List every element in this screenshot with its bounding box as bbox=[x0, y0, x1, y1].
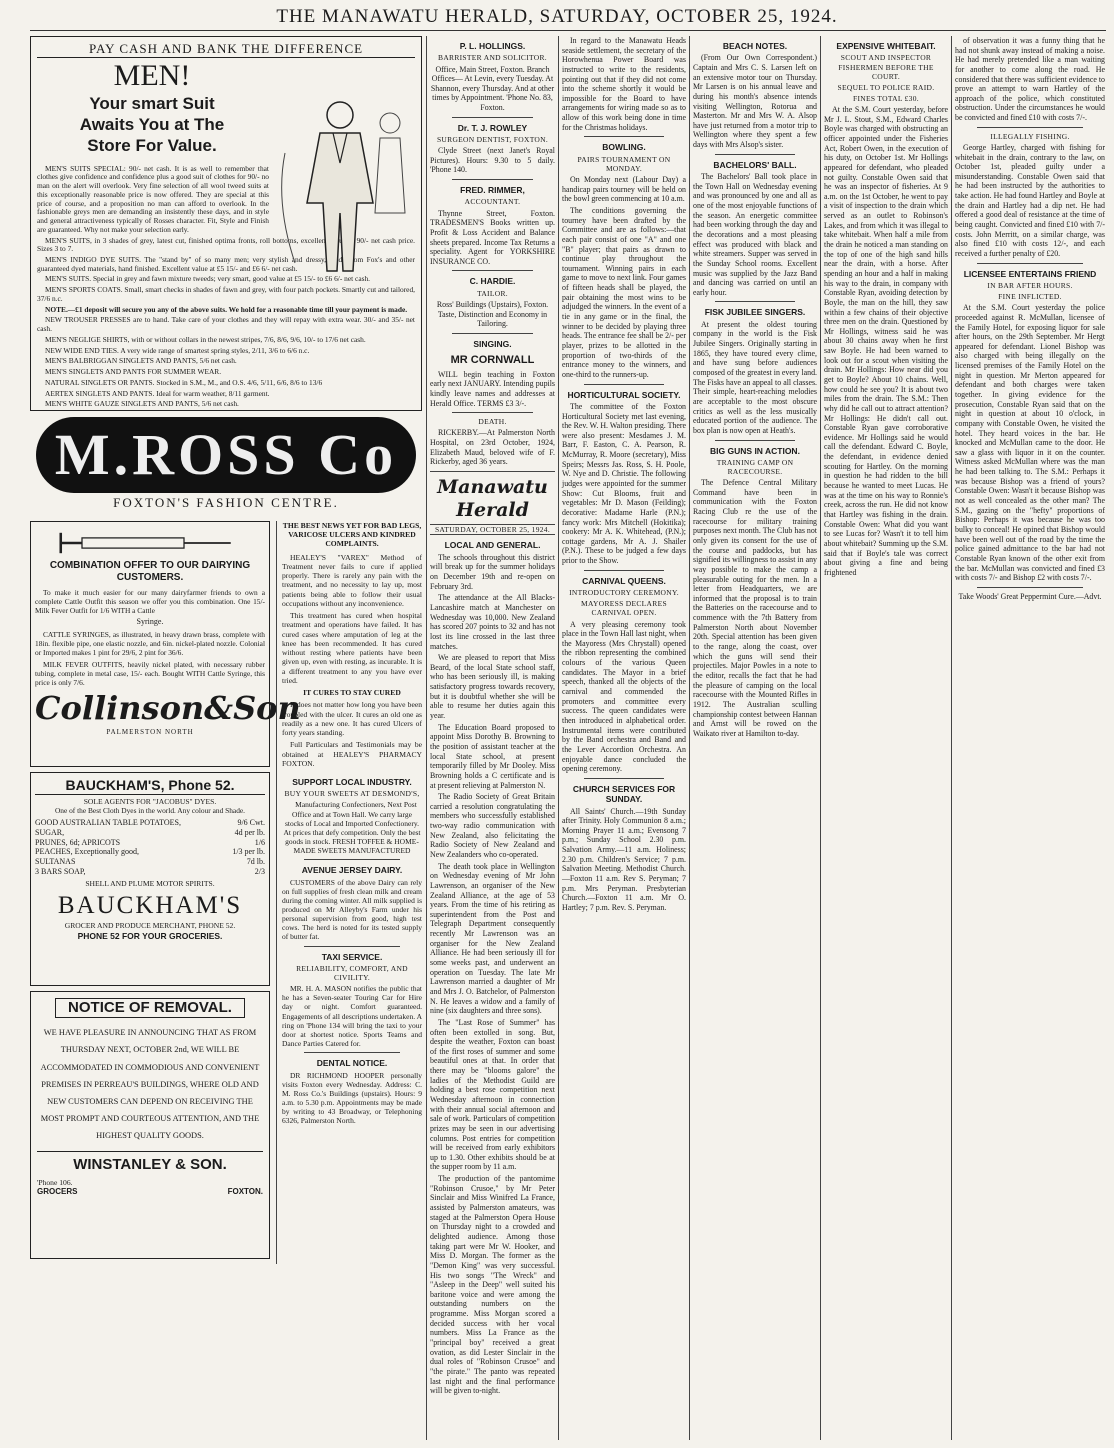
healey-para: HEALEY'S "VAREX" Method of Treatment never fails to cure if applied properly. There is rarely any pain with the treatment, and no necessity to lay up, most patients being able to follow their usual occupations without any inconvenience. bbox=[282, 552, 422, 608]
divider bbox=[304, 859, 400, 860]
rimmer-body: Thynne Street, Foxton. TRADESMEN'S Books written up. Profit & Loss Accident and Balance sheets prepared. Income Tax Returns a speciality. Agent for YORKSHIRE INSURANCE CO. bbox=[430, 208, 555, 266]
bauckham-item-name: PEACHES, Exceptionally good, bbox=[35, 847, 139, 857]
bauckham-price-row bbox=[35, 818, 265, 828]
illegal-heading: ILLEGALLY FISHING. bbox=[990, 131, 1070, 141]
divider bbox=[715, 440, 795, 441]
ross-headline: MEN! bbox=[113, 58, 191, 92]
bowling-heading: BOWLING. bbox=[602, 142, 646, 153]
ross-item: MEN'S SUITS. Special in grey and fawn mixture tweeds; very smart, good value at £5 15/- to £6 6/- net cash. bbox=[45, 274, 371, 284]
removal-footer bbox=[37, 1187, 263, 1197]
beach-heading: BEACH NOTES. bbox=[722, 41, 788, 51]
ross-item: MEN'S SUITS, in 3 shades of grey, latest cut, finished optima fronts, roll bottoms, excellent value at 90/- net cash price. Sizes 3 to 7. bbox=[37, 235, 415, 254]
divider bbox=[584, 136, 664, 137]
bauckham-item-name: GOOD AUSTRALIAN TABLE POTATOES, bbox=[35, 818, 181, 828]
hollings-sub: BARRISTER AND SOLICITOR. bbox=[438, 53, 547, 63]
bauckham-price-row bbox=[35, 847, 265, 857]
bauckham-ad bbox=[30, 772, 270, 986]
column-6 bbox=[955, 36, 1105, 1440]
carnival-sub: INTRODUCTORY CEREMONY. bbox=[569, 588, 679, 598]
ross-footer: FOXTON'S FASHION CENTRE. bbox=[113, 495, 339, 510]
collinson-headline-2: CUSTOMERS. bbox=[116, 572, 184, 584]
bauckham-item-price: 9/6 Cwt. bbox=[237, 818, 265, 828]
bauckham-price-row bbox=[35, 867, 265, 877]
bowling-para: On Monday next (Labour Day) a handicap pairs tourney will be held on the bowl green commencing at 10 a.m. bbox=[562, 175, 686, 204]
masthead-rule bbox=[30, 30, 1106, 31]
advert-line: Take Woods' Great Peppermint Cure.—Advt. bbox=[958, 591, 1102, 601]
removal-title: NOTICE OF REMOVAL. bbox=[55, 998, 245, 1018]
column-rule bbox=[689, 36, 690, 1440]
ross-item: NEW WIDE END TIES. A very wide range of smartest spring styles, 2/11, 3/6 to 6/6 n.c. bbox=[45, 345, 310, 355]
divider bbox=[715, 154, 795, 155]
local-para: The Radio Society of Great Britain carried a resolution congratulating the members who successfully established two-way radio communication with New Zealand, also felicitating the Radio Society of New Zealand and New Zealanders who co-operated. bbox=[430, 792, 555, 859]
healey-para: This treatment has cured when hospital treatment and operations have failed. It has cured cases where amputation of leg at the knee has been recommended. It has cured without resting where patients have been given up, even with resting, as incurable. It is a different treatment to any you have ever tried. bbox=[282, 611, 422, 685]
licensee-sub-2: FINE INFLICTED. bbox=[998, 292, 1062, 302]
removal-footer-left: GROCERS bbox=[37, 1187, 78, 1197]
healey-cures: IT CURES TO STAY CURED bbox=[303, 688, 401, 698]
hort-heading: HORTICULTURAL SOCIETY. bbox=[567, 389, 681, 400]
bowling-sub: PAIRS TOURNAMENT ON MONDAY. bbox=[577, 154, 671, 173]
removal-phone: 'Phone 106. bbox=[37, 1177, 73, 1187]
carnival-sub-2: MAYORESS DECLARES CARNIVAL OPEN. bbox=[581, 599, 667, 618]
paper-nameplate: Manawatu Herald bbox=[437, 475, 548, 522]
desmond-title: BUY YOUR SWEETS AT DESMOND'S, bbox=[284, 789, 420, 799]
ross-logo: M.ROSS Co bbox=[36, 417, 416, 493]
rimmer-title: FRED. RIMMER, bbox=[460, 185, 525, 196]
column-2 bbox=[430, 36, 555, 1440]
divider bbox=[977, 587, 1083, 588]
dairy-heading: AVENUE JERSEY DAIRY. bbox=[301, 865, 403, 876]
bauckham-price-row bbox=[35, 838, 265, 848]
masthead: THE MANAWATU HERALD, SATURDAY, OCTOBER 25, 1924. bbox=[276, 6, 838, 27]
divider bbox=[584, 570, 664, 571]
hardie-sub: TAILOR. bbox=[477, 288, 508, 298]
healey-para: Full Particulars and Testimonials may be obtained at HEALEY'S PHARMACY FOXTON. bbox=[282, 740, 422, 768]
column-5 bbox=[824, 36, 948, 1440]
column-3 bbox=[562, 36, 686, 1440]
ads-bottom-right bbox=[276, 772, 422, 1264]
column-ads-left bbox=[30, 36, 422, 1440]
divider bbox=[977, 127, 1083, 128]
rowley-body: Clyde Street (next Janet's Royal Pictures). Hours: 9.30 to 5 daily. 'Phone 140. bbox=[430, 146, 555, 175]
ross-item: MEN'S WHITE GAUZE SINGLETS AND PANTS, 5/6 net cash. bbox=[45, 399, 239, 409]
dairy-body: CUSTOMERS of the above Dairy can rely on full supplies of fresh clean milk and cream during the coming winter. All milk supplied is produced on Mr Alleyby's Farm under his personal supervision from good, high test cows. The herd is noted for its tested supply of butter fat. bbox=[282, 877, 422, 942]
whitebait-heading: EXPENSIVE WHITEBAIT. bbox=[836, 41, 936, 51]
local-para: The Education Board proposed to appoint Miss Dorothy B. Browning to the position of assistant teacher at the local State school, at present temporarily filled by Mr Dooley. Miss Browning holds a C certificate and is at present relieving at Palmerston N. bbox=[430, 722, 555, 790]
column-4 bbox=[693, 36, 817, 1440]
column-rule bbox=[951, 36, 952, 1440]
hardie-title: C. HARDIE. bbox=[469, 276, 516, 287]
heads-para: In regard to the Manawatu Heads seaside settlement, the secretary of the Horowhenua Power Board was instructed to write to the residents, pointing out that if they did not come into the scheme shortly it would be impossible for the Board to have arrangements for wiring made so as to allow of this work being done in time for the Christmas holidays. bbox=[562, 36, 686, 132]
ads-left-stack bbox=[30, 521, 301, 772]
suit-illustration bbox=[265, 93, 415, 273]
ads-bottom-row bbox=[30, 772, 422, 1264]
fisk-heading: FISK JUBILEE SINGERS. bbox=[704, 307, 806, 318]
bauckham-item-price: 7d lb. bbox=[246, 857, 265, 867]
guns-body: The Defence Central Military Command have been in communication with the Foxton Racing Club re the use of the racecourse for military training purposes next month. The Club has not only given its consent for the use of the course and paddocks, but has signified its willingness to assist in any way possible to make the camp a pleasurable outing for the men. In a letter from Headquarters, we are informed that the proposal is to train the Batteries on the racecourse and to commence with the 7th Battery from Palmerston North about November 20th. Special attention has been given to the range, along the coast, over which the guns will send their projectiles. Major Powles in a note to the editor, recalls the fact that he had the pleasure of camping on the local racecourse with the Mounted Rifles in 1912. The Australian sculling championship contest between Hannan and Arnst will be rowed on the Waikato river at Hamilton to-day. bbox=[693, 478, 817, 738]
death-heading: DEATH. bbox=[478, 417, 507, 427]
taxi-body: MR. H. A. MASON notifies the public that he has a Seven-seater Touring Car for Hire day or night. Comfort guaranteed. Engagements of all descriptions undertaken. A ring on 'Phone 134 will bring the taxi to your door at shortest notice. Sports Teams and Dance Parties Catered for. bbox=[282, 984, 422, 1049]
bauckham-big: BAUCKHAM'S bbox=[57, 891, 243, 919]
ball-heading: BACHELORS' BALL. bbox=[713, 159, 797, 170]
ross-item: NATURAL SINGLETS OR PANTS. Stocked in S.M., M., and O.S. 4/6, 5/11, 6/6, 8/6 to 13/6 bbox=[45, 377, 323, 387]
bauckham-agents: SOLE AGENTS FOR "JACOBUS" DYES. bbox=[83, 796, 217, 806]
divider bbox=[452, 270, 533, 271]
collinson-logo: Collinson&Son bbox=[35, 689, 301, 728]
death-body: RICKERBY.—At Palmerston North Hospital, on 23rd October, 1924, Elizabeth Maud, beloved wife of F. Rickerby, aged 36 years. bbox=[430, 428, 555, 467]
collinson-body: To make it much easier for our many dairyfarmer friends to own a complete Cattle Outfit this season we offer you this combination. One 15/- Milk Fever Outfit for 1/6 WITH a Cattle bbox=[35, 588, 265, 616]
carnival-heading: CARNIVAL QUEENS. bbox=[582, 575, 666, 586]
divider bbox=[715, 301, 795, 302]
church-body: All Saints' Church.—19th Sunday after Trinity. Holy Communion 8 a.m.; Morning Prayer 11 a.m.; Evensong 7 p.m.; Sunday School 2.30 p.m. Salvation Army.—11 a.m. Holiness; 2.30 p.m. Children's Service; 7 p.m. Salvation Meeting. Methodist Church.—Foxton 11 a.m. Rev S. Peryman; 7 p.m. Mrs Peryman. Presbyterian Church.—Foxton 11 a.m. Mr O. Hartley; 7 p.m. Rev. S. Peryman. bbox=[562, 806, 686, 912]
ads-bottom-left bbox=[30, 772, 270, 1264]
bowling-para: The conditions governing the tourney have been drafted by the Committee and are as follows:—that each pair consist of one "A" and one "B" player; that pairs as drawn to continue play throughout the tournament. Winning pairs in each game to move to next link. Four games of fifteen heads shall be played, the pair obtaining the most wins to be adjudged the winners. In the event of a tie in any game or in the final, the winner to be decided by playing three heads. The entrance fee shall be 2/- per player, prizes to be allotted in the proportion of two-thirds of the entrance money to the winners, and one-third to the runners-up. bbox=[562, 205, 686, 379]
dental-heading: DENTAL NOTICE. bbox=[316, 1058, 388, 1069]
rowley-title: Dr. T. J. ROWLEY bbox=[457, 122, 528, 133]
beach-body: (From Our Own Correspondent.) Captain and Mrs C. S. Larsen left on an extensive motor tour on Thursday. Mr Larsen is on his annual leave and during his month's absence intends visiting Wellington, Rotorua and Masterton. Mr and Mrs W. A. Alsop have just returned from a motor trip to Wellington where they spent a few days with Mrs Alsop's sister. bbox=[693, 53, 817, 150]
fisk-body: At present the oldest touring company in the world is the Fisk Jubilee Singers. Originally starting in 1865, they have toured every clime, and have sung before audiences composed of the greatest in every land. The Fisks have an appeal to all classes. Their simple, heart-reaching melodies are acceptable to the most obscure critics as well as the less musically educated portion of the audience. The box plan is now open at Heath's. bbox=[693, 319, 817, 435]
column-rule bbox=[558, 36, 559, 1440]
healey-para: It does not matter how long you have been troubled with the ulcer. It cures an old one as readily as a new one. It has cured Ulcers of forty years standing. bbox=[282, 700, 422, 738]
cornwall-body: WILL begin teaching in Foxton early next JANUARY. Intending pupils kindly leave names and addresses at Herald Office. TERMS £3 3/-. bbox=[430, 369, 555, 408]
whitebait-body: At the S.M. Court yesterday, before Mr J. L. Stout, S.M., Edward Charles Boyle was charged with obstructing an officer appointed under the Fisheries Act, Robert Owen, in the execution of his duty, on October 1st. Mr Hollings appeared for defendant, who pleaded not guilty. Constable Owen said that he was an inspector of fisheries. At 9 a.m. on the 1st October, he went to pay a visit of inspection to the drain which served as an outlet to Robinson's Lakes, and from which it was illegal to take whitebait. When half a mile from the drain he noticed a man standing on the top of one of the high sand hills near the drain, with a horse. After spending an hour and a half in making his way to the drain, in company with Constable Ryan, avoiding detection by Boyle, the man on the hill, they saw within a few chains of their objective three men on the drain. Questioned by Mr Hollings, witness said he was about 30 chains away when he first saw Boyle. He had been warned to look out for a scout when visiting the drain. Mr Hollings: How near did you get to Boyle? About 10 chains. Well, how could he see you? It is about two miles from the drain. The S.M.: Then why did he call out to attract attention? Mr Hollings: He didn't call out. Constable Ryan gave corroborative evidence. Mr Hollings said he would call the defendant. Edward C. Boyle, the defendant, in evidence denied scouting for Hartley. On the morning in question he had ridden to the bill because he wanted to meet Lucas. He was at the time on his way to Ronnie's creek, across the run. He did not know that Hartley was fishing in the drain. Constable Owen: What did you want to see Lucas for? Wasn't it to tell him about whitebait? Summing up the S.M. said that if Boyle's tale was correct about giving a fine and being frightened bbox=[824, 105, 948, 577]
ross-item: MEN'S SUITS SPECIAL: 90/- net cash. It is as well to remember that clothes give confidence and confidence plus a good suit of clothes for 90/- no man on the alert will overlook. Very fine selection of all wool tweed suits at this exceptionally reasonable price is now offered. They are special at this price of course, and a proposition no man can afford to overlook. In the fashionable greys men are demanding an insistently these days, and in style and general attractiveness typically of Rosses character. Fit, Style and Finish are guaranteed. Why not make your selection early. bbox=[37, 163, 269, 234]
bauckham-title: BAUCKHAM'S, Phone 52. bbox=[35, 777, 265, 795]
bauckham-price-list bbox=[35, 818, 265, 877]
cornwall-title: MR CORNWALL bbox=[450, 354, 535, 367]
ross-item: MEN'S INDIGO DYE SUITS. The "stand by" of so many men; very stylish and dressy, made from Fox's and other guaranteed dyed materials, hand finished. Excellent value at £5 15/- and £6 6/- net cash. bbox=[37, 255, 415, 273]
taxi-sub: RELIABILITY, COMFORT, AND CIVILITY. bbox=[296, 963, 408, 983]
ross-item: MEN'S BALBRIGGAN SINGLETS AND PANTS, 5/6 net cash. bbox=[45, 356, 237, 366]
rowley-sub: SURGEON DENTIST, FOXTON. bbox=[436, 135, 549, 145]
collinson-ad bbox=[30, 521, 301, 767]
hardie-body: Ross' Buildings (Upstairs), Foxton. Taste, Distinction and Economy in Tailoring. bbox=[436, 299, 549, 329]
bauckham-item-price: 2/3 bbox=[254, 866, 265, 876]
bauckham-dyes: One of the Best Cloth Dyes in the world. Any colour and Shade. bbox=[54, 806, 246, 816]
carnival-body: A very pleasing ceremony took place in the Town Hall last night, when the Mayoress (Mrs Chrystall) opened the ribbon representing the combined colours of the various Queen candidates. The Mayor in a brief speech, thanked all the objects of the carnival and commended the promoters and committee every success. The queen candidates were then introduced in alphabetical order. Instrumental items were contributed by the Band orchestra and Band and the Lever Accordion Orchestra. An enjoyable dance concluded the opening ceremony. bbox=[562, 619, 686, 774]
divider bbox=[452, 117, 533, 118]
licensee-heading: LICENSEE ENTERTAINS FRIEND bbox=[963, 268, 1097, 279]
removal-firm: WINSTANLEY & SON. bbox=[37, 1151, 263, 1174]
ross-item: MEN'S SPORTS COATS. Small, smart checks in shades of fawn and grey, with four patch pockets. Smartly cut and tailored, 37/6 n.c. bbox=[37, 285, 415, 303]
collinson-body-3: MILK FEVER OUTFITS, heavily nickel plated, with necessary rubber tubing, complete in metal case, 15/- each. Bought WITH Cattle Syringe, this price is only 7/6. bbox=[35, 660, 265, 688]
divider bbox=[430, 471, 555, 472]
support-heading: SUPPORT LOCAL INDUSTRY. bbox=[292, 776, 412, 787]
hollings-title: P. L. HOLLINGS. bbox=[459, 41, 526, 51]
illegal-body: George Hartley, charged with fishing for whitebait in the drain, contrary to the law, on October 1st, pleaded guilty under a misunderstanding. Constable Owen said that he had been instructed by the authorities to take action. He had found Hartley and Boyle at the drain and Hartley had a dip net. He had offered a good deal of resistance at the time of being caught. Convicted and fined £10 with 7/- costs. John Merritt, on a similar charge, was also fined £10 with costs 12/-, and each received a further penalty of £20. bbox=[955, 142, 1105, 258]
divider bbox=[584, 384, 664, 385]
ross-tagline-1: Your smart Suit bbox=[89, 94, 215, 114]
local-para: The schools throughout this district will break up for the summer holidays on December 19th and re-open on February 3rd. bbox=[430, 552, 555, 591]
bauckham-spirits: SHELL AND PLUME MOTOR SPIRITS. bbox=[85, 878, 215, 888]
bauckham-item-price: 1/6 bbox=[254, 837, 265, 847]
local-para: The death took place in Wellington on Wednesday evening of Mr John Lawrenson, an organiser of the New Zealand Alliance, at the age of 53 years. From the time of his retiring as superintendent from the Post and Telegraph Department consequently recently Mr Lawrenson was an organiser for the New Zealand Alliance. He had been seriously ill for some weeks past, and underwent an operation on Tuesday. The late Mr Lawrenson married a daughter of Mr and Mrs J. O. Batchelor, of Palmerston N. He leaves a widow and a family of nine (six daughters and three sons). bbox=[430, 861, 555, 1016]
bauckham-item-name: SULTANAS bbox=[35, 857, 76, 867]
divider bbox=[977, 263, 1083, 264]
bauckham-grocer: GROCER AND PRODUCE MERCHANT, PHONE 52. bbox=[64, 921, 236, 931]
column-rule bbox=[820, 36, 821, 1440]
whitebait-sub: SCOUT AND INSPECTOR FISHERMEN BEFORE THE COURT. bbox=[838, 53, 934, 81]
healey-ad bbox=[276, 521, 422, 772]
local-para: We are pleased to report that Miss Beard, of the local State school staff, who has been seriously ill, is making satisfactory progress towards recovery, but it is doubtful whether she will be able to resume her duties again this year. bbox=[430, 653, 555, 721]
guns-sub: TRAINING CAMP ON RACECOURSE. bbox=[716, 457, 794, 476]
ross-item: NEW TROUSER PRESSES are to hand. Take care of your clothes and they will repay with extra wear. 30/- and 35/- net cash. bbox=[37, 315, 415, 334]
divider bbox=[452, 412, 533, 413]
divider bbox=[452, 333, 533, 334]
ball-body: The Bachelors' Ball took place in the Town Hall on Wednesday evening and was pronounced by one and all as one of the most enjoyable functions of the season. An energetic committee had been working through the day and the decorations and a most pleasing effect was produced with black and white streamers. Supper was served in the Sunday School rooms. Excellent music was supplied by the Jazz Band and dancing was carried on until an early hour. bbox=[693, 172, 817, 297]
ross-item: NOTE.—£1 deposit will secure you any of the above suits. We hold for a reasonable time till your payment is made. bbox=[45, 304, 408, 314]
divider bbox=[584, 778, 664, 779]
bauckham-item-name: SUGAR, bbox=[35, 827, 65, 837]
ross-tagline-3: Store For Value. bbox=[87, 135, 217, 155]
bauckham-item-name: PRUNES, 6d; APRICOTS bbox=[35, 837, 121, 847]
ads-split-row bbox=[30, 521, 422, 772]
court-continued: of observation it was a funny thing that he had not shunk away instead of making a noise. He had merely pretended like a man waiting for another to come along the road. He considered that there was sufficient evidence to prove an attempt to warn Hartley of the approach of the police, which constituted obstruction. Under the circumstances he would be convicted and fined £10 with costs 7/-. bbox=[955, 36, 1105, 123]
singing-heading: SINGING. bbox=[473, 338, 512, 349]
ross-item: AERTEX SINGLETS AND PANTS. Ideal for warm weather, 8/11 garment. bbox=[45, 388, 270, 398]
removal-footer-right: FOXTON. bbox=[227, 1187, 263, 1197]
collinson-place: PALMERSTON NORTH bbox=[106, 728, 194, 737]
collinson-headline: COMBINATION OFFER TO OUR DAIRYING bbox=[49, 559, 251, 571]
bauckham-phone: PHONE 52 FOR YOUR GROCERIES. bbox=[77, 930, 223, 941]
ross-banner: PAY CASH AND BANK THE DIFFERENCE bbox=[37, 41, 415, 58]
ross-item: MEN'S SINGLETS AND PANTS FOR SUMMER WEAR. bbox=[45, 367, 222, 377]
guns-heading: BIG GUNS IN ACTION. bbox=[710, 445, 800, 456]
hort-body: The committee of the Foxton Horticultural Society met last evening, the Rev. W. H. Walton presiding. There were also present: Mesdames J. M. Barr, F. Easton, C. A. Pearson, R. McMurray, R. Moore (secretary), Miss Speirs; Messrs Jas. Ross, S. H. Poole, W. Nye and D. Christie. The following judges were appointed for the summer Show: Cut Blooms, fruit and vegetables: Mr D. Mason (Feilding); decorative: Madame Harle (P.N.); fancy work: Mrs Mitchell (Hokitika); cookery: Mr A. K. Whitehead, (P.N.); cottage gardens, Mr A. J. Shailer (P.N.). These to be judged a few days prior to the Show. bbox=[562, 401, 686, 566]
column-rule bbox=[426, 36, 427, 1440]
bauckham-price-row bbox=[35, 828, 265, 838]
ross-item: MEN'S NEGLIGE SHIRTS, with or without collars in the newest stripes, 7/6, 8/6, 9/6, 10/- to 17/6 net cash. bbox=[45, 334, 366, 344]
removal-body: WE HAVE PLEASURE IN ANNOUNCING THAT AS FROM THURSDAY NEXT, OCTOBER 2nd, WE WILL BE ACCOMMODATED IN COMMODIOUS AND CONVENIENT PREMISES IN PERREAU'S BUILDINGS, WHERE OLD AND NEW CUSTOMERS CAN DEPEND ON RECEIVING THE MOST PROMPT AND COURTEOUS ATTENTION, AND THE HIGHEST QUALITY GOODS. bbox=[40, 1028, 260, 1141]
divider bbox=[452, 179, 533, 180]
collinson-body-2: CATTLE SYRINGES, as illustrated, in heavy drawn brass, complete with 18in. flexible pipe, one elastic nozzle, and 6in. nickel-plated nozzle. Colonial or Imported makes 1 pint for 29/6, 2 pint for 36/6. bbox=[35, 630, 265, 658]
taxi-heading: TAXI SERVICE. bbox=[321, 951, 383, 962]
dental-body: DR RICHMOND HOOPER personally visits Foxton every Wednesday. Address: C. M. Ross Co.'s Buildings (upstairs). Hours: 9 a.m. to 5.30 p.m. Appointments may be made by writing to 43 Broadway, or Telephoning 6326, Palmerston North. bbox=[282, 1070, 422, 1126]
bauckham-item-price: 4d per lb. bbox=[234, 827, 265, 837]
syringe-illustration bbox=[40, 526, 260, 560]
whitebait-sub-3: FINES TOTAL £30. bbox=[853, 93, 919, 103]
ross-tagline-2: Awaits You at The bbox=[79, 115, 225, 135]
divider bbox=[304, 946, 400, 947]
desmond-body: Manufacturing Confectioners, Next Post Office and at Town Hall. We carry large stocks of Local and Imported Confectionery. At prices that defy competition. Only the best goods in stock. FRESH TOFFEE & HOME-MADE SWEETS MANUFACTURED bbox=[283, 800, 421, 856]
removal-ad bbox=[30, 991, 270, 1259]
church-heading: CHURCH SERVICES FOR SUNDAY. bbox=[572, 783, 676, 805]
local-para: The production of the pantomime "Robinson Crusoe," by Mr Peter Sinclair and Miss Winifred La France, assisted by Palmerston amateurs, was staged at the Palmerston Opera House on Thursday night to a crowded and delighted audience. Among those taking part were Mr W. Hooker, and Miss D. Morgan. The former as the "Demon King" was very successful. His two songs "The Wreck" and "Asleep in the Deep" well suited his baritone voice and were among the outstanding numbers on the programme. Miss Morgan scored a decided success with her vocal numbers. Miss La France as the "principal boy" received a great ovation, as did Lester Sinclair in the dual roles of "Robinson Crusoe" and "the pirate." The panto was repeated last night and the final performance will be given to-night. bbox=[430, 1174, 555, 1396]
healey-best-news: THE BEST NEWS YET FOR BAD LEGS, VARICOSE ULCERS AND KINDRED COMPLAINTS. bbox=[282, 520, 422, 549]
bauckham-item-price: 1/3 per lb. bbox=[232, 847, 265, 857]
whitebait-sub-2: SEQUEL TO POLICE RAID. bbox=[837, 82, 935, 92]
local-para: The attendance at the All Blacks-Lancashire match at Manchester on Wednesday was 10,000. New Zealand has scored 207 points to 32 and has not lost its line crossed in the last three matches. bbox=[430, 593, 555, 651]
ross-ad bbox=[30, 36, 422, 411]
bauckham-price-row bbox=[35, 857, 265, 867]
bauckham-item-name: 3 BARS SOAP, bbox=[35, 866, 86, 876]
licensee-sub: IN BAR AFTER HOURS. bbox=[987, 280, 1073, 290]
licensee-body: At the S.M. Court yesterday the police proceeded against R. McMullan, licensee of the Family Hotel, for exposing liquor for sale after hours, on the 29th September. Mr Hergt appeared for defendant. Lionel Bishop was also charged with being illegally on the licensed premises of the Family Hotel on the night in question. Mr Merton appeared for defendant and both charges were taken together. In giving evidence for the prosecution, Constable Ryan said that on the night in question at about 10 o'clock, in company with Constable Owen, he visited the hotel. They heard voices in the bar. He knocked and McMullan came to the door. He saw a glass with liquor in it on the counter. Witness asked McMullan where was the man he had been talking to. The S.M.: Perhaps it was because Bishop was a friend of yours? Constable Owen: Wasn't it because Bishop was not as well concealed as the other man? The S.M., gazing on the "hefty" proportions of Bishop: Perhaps it was because he was too bulky to conceal! He opined that Bishop would have been well out of the road by the time the police gained admittance to the bar had not Constable Ryan known of the other exit from the bar. McMullan was convicted and fined £3 with costs 7/- and Bishop £2 with costs 7/-. bbox=[955, 303, 1105, 583]
hollings-body: Office, Main Street, Foxton. Branch Offices— At Levin, every Tuesday. At Shannon, every Thursday. And at other times by Appointment. 'Phone No. 83, Foxton. bbox=[430, 64, 555, 113]
divider bbox=[304, 1052, 400, 1053]
local-heading: LOCAL AND GENERAL. bbox=[444, 540, 541, 551]
collinson-syringe-label: Syringe. bbox=[136, 617, 164, 627]
paper-date: SATURDAY, OCTOBER 25, 1924. bbox=[430, 524, 555, 535]
rimmer-sub: ACCOUNTANT. bbox=[464, 197, 521, 207]
local-para: The "Last Rose of Summer" has often been extolled in song. But, despite the weather, Foxton can boast of the first roses of summer and some beautiful ones at that. In order that there may be "blooms galore" the ladies of the Methodist Guild are holding a best rose competition next Wednesday afternoon in connection with their annual social afternoon and sale of work. Particulars of competition prizes may be seen in our advertising columns. Post entries for competition will be received from early exhibitors up to 1.30. Other exhibits should be at the supper room by 11 a.m. bbox=[430, 1017, 555, 1172]
